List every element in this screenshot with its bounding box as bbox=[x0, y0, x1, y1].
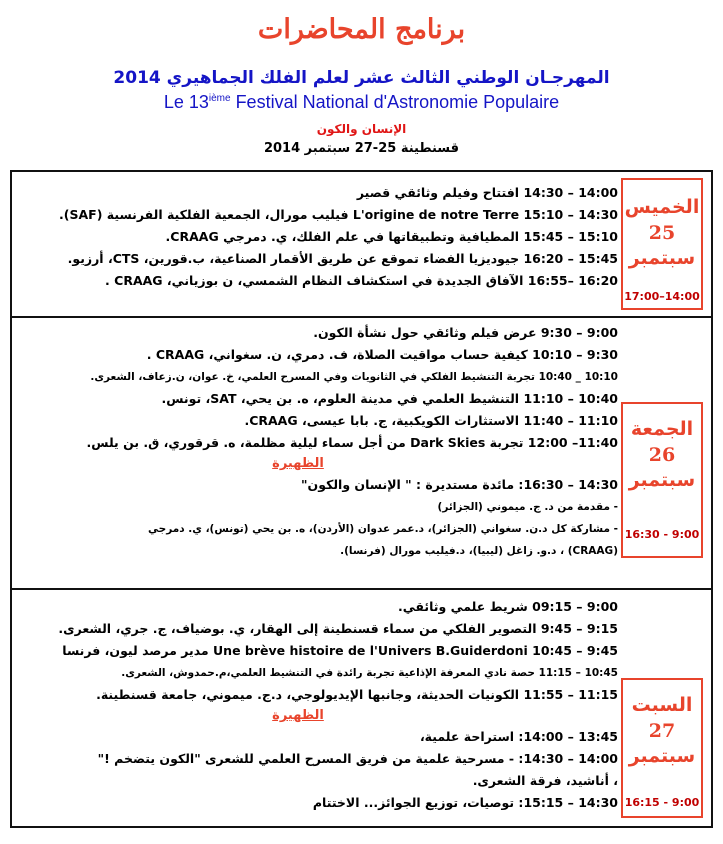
program-line: - مشاركة كل د.ن. سغواني (الجزائر)، د.عمر عدوان (الأردن)، ه. بن يحي (تونس)، ي. دمرجي bbox=[148, 523, 618, 535]
fr-superscript: ième bbox=[208, 93, 231, 104]
day-cell-thursday bbox=[621, 178, 703, 310]
noon-break-label: الظهيرة bbox=[272, 456, 324, 471]
program-line: 14:00 – 14:30: - مسرحية علمية من فريق المسرح العلمي للشعرى "الكون يتضخم !" bbox=[97, 751, 618, 766]
day-program bbox=[18, 182, 618, 292]
program-line: 11:10 – 11:40 الاستثارات الكويكبية، ج. بابا عيسى، CRAAG. bbox=[244, 413, 618, 428]
program-line: 16:20 –16:55 الآفاق الجديدة في استكشاف النظام الشمسي، ن بوزياني، CRAAG . bbox=[105, 273, 618, 288]
page-title: برنامج المحاضرات bbox=[257, 14, 466, 45]
day-month: سبتمبر bbox=[628, 745, 696, 767]
festival-title-french bbox=[0, 92, 723, 113]
program-line: 14:00 – 14:30 افتتاح وفيلم وثائقي قصير bbox=[356, 185, 618, 200]
program-line: 15:10 – 15:45 المطيافية وتطبيقاتها في علم الفلك، ي. دمرجي CRAAG. bbox=[165, 229, 618, 244]
day-month: سبتمبر bbox=[628, 469, 696, 491]
day-block-saturday bbox=[10, 588, 713, 828]
theme-title: الإنسان والكون bbox=[316, 122, 407, 136]
day-number: 27 bbox=[648, 720, 676, 742]
day-time-range: 16:15 - 9:00 bbox=[624, 796, 700, 809]
program-line: - مقدمة من د. ج. ميموني (الجزائر) bbox=[437, 501, 618, 513]
program-line: 15:45 – 16:20 جيوديزيا الفضاء تموقع عن طريق الأقمار الصناعية، ب.قورين، CTS، أرزيو. bbox=[67, 251, 618, 266]
program-line: 9:45 – 10:45 Une brève histoire de l'Univers B.Guiderdoni مدير مرصد ليون، فرنسا bbox=[62, 643, 618, 658]
fr-prefix: Le 13 bbox=[163, 92, 209, 112]
day-number: 26 bbox=[648, 444, 676, 466]
fr-title: Festival National d'Astronomie Populaire bbox=[230, 92, 560, 112]
program-line: 14:30 – 15:10 L'origine de notre Terre فيليب مورال، الجمعية الفلكية الفرنسية (SAF). bbox=[59, 207, 618, 222]
day-time-range: 17:00–14:00 bbox=[624, 290, 700, 303]
program-line: 11:40– 12:00 تجربة Dark Skies من أجل سماء ليلية مظلمة، ه. قرقوري، ق. بن يلس. bbox=[86, 435, 618, 450]
program-line: 13:45 – 14:00: استراحة علمية، bbox=[419, 729, 618, 744]
day-number: 25 bbox=[648, 222, 676, 244]
program-line: 10:40 – 11:10 التنشيط العلمي في مدينة العلوم، ه. بن يحي، SAT، تونس. bbox=[161, 391, 618, 406]
program-line: 11:15 – 11:55 الكونيات الحديثة، وجانبها الإيديولوجي، د.ج. ميموني، جامعة قسنطينة. bbox=[96, 687, 618, 702]
day-program bbox=[18, 596, 618, 814]
program-line: 9:00 – 9:30 عرض فيلم وثائقي حول نشأة الكون. bbox=[313, 325, 618, 340]
day-name: الخميس bbox=[624, 196, 700, 218]
day-name: السبت bbox=[631, 694, 693, 716]
day-block-thursday bbox=[10, 170, 713, 318]
program-line: 9:15 – 9:45 التصوير الفلكي من سماء قسنطينة إلى الهقار، ي. بوضياف، ج. جري، الشعرى. bbox=[58, 621, 618, 636]
day-month: سبتمبر bbox=[628, 247, 696, 269]
program-line: (CRAAG) ، د.و. زاغل (ليبيا)، د.فيليب مورال (فرنسا). bbox=[340, 545, 618, 557]
program-line: 9:30 – 10:10 كيفية حساب مواقيت الصلاة، ف. دمري، ن. سغواني، CRAAG . bbox=[146, 347, 618, 362]
day-name: الجمعة bbox=[630, 418, 694, 440]
program-line: 10:45 – 11:15 حصة نادي المعرفة الإذاعية تجربة رائدة في التنشيط العلمي،م.حمدوش، الشعرى. bbox=[121, 667, 618, 679]
program-line: 14:30 – 16:30: مائدة مستديرة : " الإنسان والكون" bbox=[301, 477, 618, 492]
day-program bbox=[18, 322, 618, 562]
place-date: قسنطينة 25-27 سبتمبر 2014 bbox=[263, 141, 460, 156]
program-line: 10:10 _ 10:40 تجربة التنشيط الفلكي في الثانويات وفي المسرح العلمي، خ. عوان، ن.زعاف، الشعرى. bbox=[90, 371, 618, 383]
program-line: ، أناشيد، فرقة الشعرى. bbox=[472, 773, 618, 788]
program-line: 9:00 – 09:15 شريط علمي وثائقي. bbox=[398, 599, 618, 614]
program-line: 14:30 – 15:15: توصيات، توزيع الجوائز... الاختتام bbox=[312, 795, 618, 810]
festival-title-arabic: المهرجـان الوطني الثالث عشر لعلم الفلك الجماهيري 2014 bbox=[113, 68, 610, 88]
day-cell-saturday bbox=[621, 678, 703, 818]
day-time-range: 16:30 - 9:00 bbox=[624, 528, 700, 541]
noon-break-label: الظهيرة bbox=[272, 708, 324, 723]
day-cell-friday bbox=[621, 402, 703, 558]
day-block-friday bbox=[10, 316, 713, 590]
